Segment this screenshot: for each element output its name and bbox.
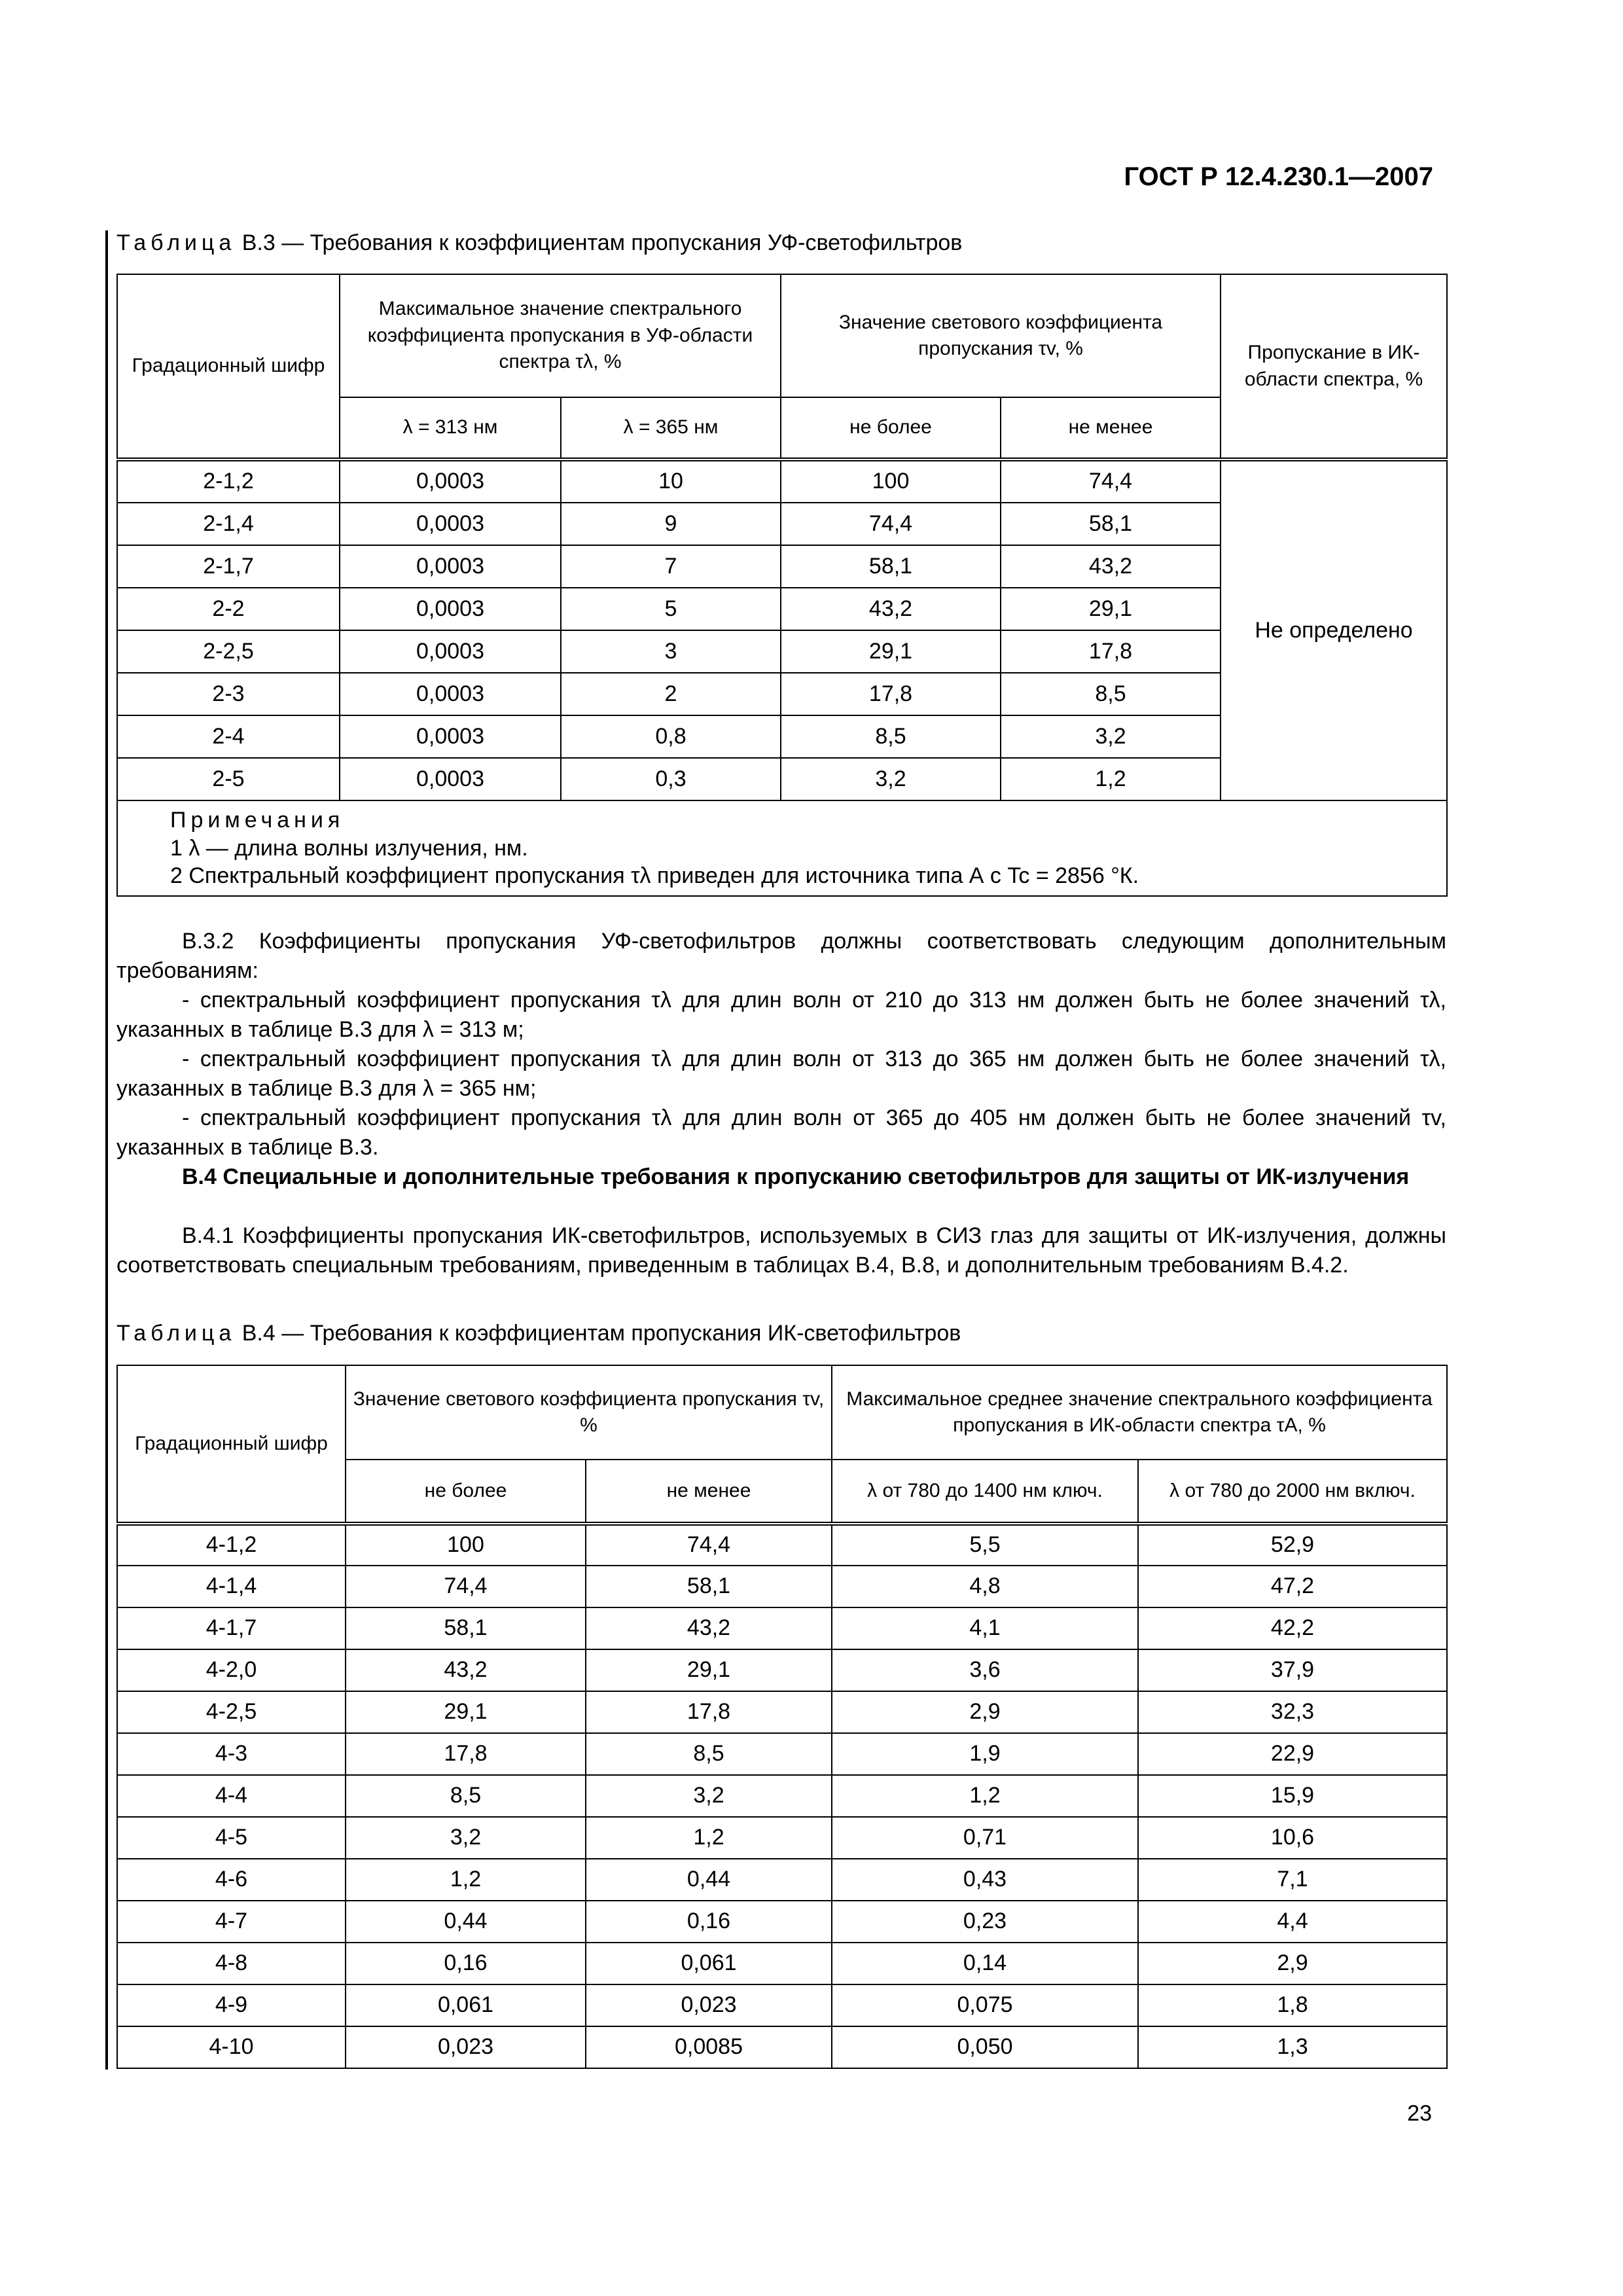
table-cell: 8,5 — [781, 715, 1001, 758]
table-cell: 3,2 — [346, 1817, 586, 1859]
table-cell: 9 — [561, 503, 781, 545]
table-cell: 32,3 — [1138, 1691, 1447, 1733]
table-row — [117, 1775, 1447, 1817]
table-cell: 15,9 — [1138, 1775, 1447, 1817]
table-cell: 0,0003 — [340, 673, 561, 715]
table-cell: 10 — [561, 459, 781, 503]
table-cell: 0,23 — [832, 1901, 1138, 1943]
table-cell: 29,1 — [781, 630, 1001, 673]
table-cell: 43,2 — [586, 1607, 832, 1649]
table-row — [117, 1607, 1447, 1649]
table-cell: 4,1 — [832, 1607, 1138, 1649]
table-cell: 4-5 — [117, 1817, 346, 1859]
table-cell: 8,5 — [1001, 673, 1221, 715]
table-cell: 2-5 — [117, 758, 340, 800]
table-cell: 0,023 — [586, 1984, 832, 2026]
table-cell: 0,050 — [832, 2026, 1138, 2068]
table-row — [117, 1817, 1447, 1859]
table-cell: 2,9 — [832, 1691, 1138, 1733]
page-number: 23 — [1407, 2101, 1432, 2126]
table-cell: 0,0003 — [340, 545, 561, 588]
table-cell: 29,1 — [586, 1649, 832, 1691]
table-cell: 17,8 — [346, 1733, 586, 1775]
document-code: ГОСТ Р 12.4.230.1—2007 — [1124, 162, 1433, 191]
table-b3-caption — [116, 230, 962, 256]
table-cell: 58,1 — [781, 545, 1001, 588]
table-cell: 74,4 — [1001, 459, 1221, 503]
table-cell: 1,2 — [346, 1859, 586, 1901]
table-cell: 4-6 — [117, 1859, 346, 1901]
table-cell: 58,1 — [346, 1607, 586, 1649]
table-cell: 7 — [561, 545, 781, 588]
table-cell: 74,4 — [586, 1524, 832, 1566]
table-cell: 43,2 — [1001, 545, 1221, 588]
table-row — [117, 1859, 1447, 1901]
table-row — [117, 1984, 1447, 2026]
table-cell: 29,1 — [346, 1691, 586, 1733]
table-cell: 2-1,2 — [117, 459, 340, 503]
table-cell: 1,2 — [832, 1775, 1138, 1817]
table-cell: 3,2 — [586, 1775, 832, 1817]
table-row — [117, 459, 1447, 503]
table-cell: 58,1 — [1001, 503, 1221, 545]
table-cell: 4,4 — [1138, 1901, 1447, 1943]
table-cell: 0,71 — [832, 1817, 1138, 1859]
table-cell: 0,075 — [832, 1984, 1138, 2026]
table-row — [117, 1566, 1447, 1607]
header-light-coef: Значение светового коэффициента пропускания τv, % — [781, 274, 1221, 397]
table-cell: 0,0003 — [340, 459, 561, 503]
notes-title: Примечания — [170, 808, 345, 833]
table-cell: 5 — [561, 588, 781, 630]
table-cell: 4-7 — [117, 1901, 346, 1943]
table-cell: 3,2 — [1001, 715, 1221, 758]
table-cell: 3 — [561, 630, 781, 673]
table-row — [117, 1733, 1447, 1775]
table-cell: 4-4 — [117, 1775, 346, 1817]
table-cell: 0,061 — [586, 1943, 832, 1984]
para-b32-item-3 — [116, 1103, 1446, 1162]
table-cell: 37,9 — [1138, 1649, 1447, 1691]
table-cell: 2 — [561, 673, 781, 715]
header-lambda-313: λ = 313 нм — [340, 397, 561, 459]
para-b32-item-2-text: - спектральный коэффициент пропускания τλ для длин волн от 313 до 365 нм должен быть не более значений τλ, указанных в таблице В.3 для λ = 365 нм; — [116, 1047, 1446, 1101]
header-not-less: не менее — [586, 1460, 832, 1524]
header-gradation: Градационный шифр — [117, 1365, 346, 1524]
table-cell: 0,16 — [586, 1901, 832, 1943]
para-b32-item-2 — [116, 1045, 1446, 1103]
header-lambda-365: λ = 365 нм — [561, 397, 781, 459]
header-gradation: Градационный шифр — [117, 274, 340, 459]
header-max-mean: Максимальное среднее значение спектрального коэффициента пропускания в ИК-области спектра τA, % — [832, 1365, 1447, 1460]
header-light-coef: Значение светового коэффициента пропускания τv, % — [346, 1365, 832, 1460]
table-cell: 0,0003 — [340, 758, 561, 800]
table-b4-caption — [116, 1321, 961, 1346]
table-cell: 3,6 — [832, 1649, 1138, 1691]
table-cell: 0,0003 — [340, 503, 561, 545]
merged-not-defined: Не определено — [1221, 459, 1447, 800]
table-cell: 1,2 — [586, 1817, 832, 1859]
table-cell: 4-3 — [117, 1733, 346, 1775]
table-cell: 2-4 — [117, 715, 340, 758]
table-row — [117, 1649, 1447, 1691]
table-b4-caption-prefix: Таблица — [116, 1321, 236, 1346]
heading-b4-text: В.4 Специальные и дополнительные требования к пропусканию светофильтров для защиты от ИК-излучения — [182, 1164, 1410, 1189]
table-cell: 4-8 — [117, 1943, 346, 1984]
table-row — [117, 1943, 1447, 1984]
table-cell: 0,8 — [561, 715, 781, 758]
header-not-more: не более — [781, 397, 1001, 459]
table-b3-caption-prefix: Таблица — [116, 230, 236, 255]
table-cell: 8,5 — [586, 1733, 832, 1775]
header-range-1400: λ от 780 до 1400 нм ключ. — [832, 1460, 1138, 1524]
table-row — [117, 1524, 1447, 1566]
table-cell: 3,2 — [781, 758, 1001, 800]
table-b4-caption-rest: В.4 — Требования к коэффициентам пропускания ИК-светофильтров — [236, 1321, 961, 1346]
para-b32-item-1 — [116, 986, 1446, 1045]
table-b3-notes — [117, 800, 1447, 896]
para-b32-item-3-text: - спектральный коэффициент пропускания τλ для длин волн от 365 до 405 нм должен быть не более значений τv, указанных в таблице В.3. — [116, 1105, 1446, 1160]
table-cell: 17,8 — [1001, 630, 1221, 673]
table-cell: 0,0003 — [340, 715, 561, 758]
header-range-2000: λ от 780 до 2000 нм включ. — [1138, 1460, 1447, 1524]
table-cell: 1,8 — [1138, 1984, 1447, 2026]
header-ir-transmission: Пропускание в ИК-области спектра, % — [1221, 274, 1447, 459]
table-cell: 4-2,5 — [117, 1691, 346, 1733]
table-cell: 0,44 — [586, 1859, 832, 1901]
table-cell: 4-1,7 — [117, 1607, 346, 1649]
table-cell: 0,44 — [346, 1901, 586, 1943]
table-cell: 1,9 — [832, 1733, 1138, 1775]
para-b41 — [116, 1221, 1446, 1280]
table-b3 — [116, 274, 1448, 897]
table-b3-caption-rest: В.3 — Требования к коэффициентам пропускания УФ-светофильтров — [236, 230, 963, 255]
change-bar — [105, 230, 108, 2070]
table-cell: 4-2,0 — [117, 1649, 346, 1691]
table-cell: 0,0003 — [340, 588, 561, 630]
table-cell: 2-2 — [117, 588, 340, 630]
table-cell: 4-1,2 — [117, 1524, 346, 1566]
note-1: 1 λ — длина волны излучения, нм. — [170, 835, 528, 861]
table-cell: 0,023 — [346, 2026, 586, 2068]
table-cell: 52,9 — [1138, 1524, 1447, 1566]
table-cell: 1,2 — [1001, 758, 1221, 800]
table-b4 — [116, 1365, 1448, 2069]
table-cell: 0,14 — [832, 1943, 1138, 1984]
table-cell: 1,3 — [1138, 2026, 1447, 2068]
note-2: 2 Спектральный коэффициент пропускания τλ приведен для источника типа А с Tc = 2856 °К. — [170, 863, 1139, 889]
para-b32-intro — [116, 927, 1446, 986]
table-cell: 0,061 — [346, 1984, 586, 2026]
table-cell: 0,0085 — [586, 2026, 832, 2068]
para-b32-item-1-text: - спектральный коэффициент пропускания τλ для длин волн от 210 до 313 нм должен быть не более значений τλ, указанных в таблице В.3 для λ = 313 м; — [116, 988, 1446, 1042]
table-cell: 4-10 — [117, 2026, 346, 2068]
table-cell: 0,3 — [561, 758, 781, 800]
table-cell: 4-9 — [117, 1984, 346, 2026]
header-not-less: не менее — [1001, 397, 1221, 459]
table-cell: 42,2 — [1138, 1607, 1447, 1649]
table-cell: 17,8 — [781, 673, 1001, 715]
table-cell: 29,1 — [1001, 588, 1221, 630]
table-row — [117, 1691, 1447, 1733]
table-cell: 22,9 — [1138, 1733, 1447, 1775]
table-cell: 43,2 — [346, 1649, 586, 1691]
table-cell: 2-1,4 — [117, 503, 340, 545]
table-cell: 4,8 — [832, 1566, 1138, 1607]
table-cell: 100 — [781, 459, 1001, 503]
table-cell: 8,5 — [346, 1775, 586, 1817]
table-cell: 0,43 — [832, 1859, 1138, 1901]
table-cell: 10,6 — [1138, 1817, 1447, 1859]
table-cell: 47,2 — [1138, 1566, 1447, 1607]
table-row — [117, 1901, 1447, 1943]
table-cell: 2-3 — [117, 673, 340, 715]
header-not-more: не более — [346, 1460, 586, 1524]
table-cell: 74,4 — [346, 1566, 586, 1607]
table-cell: 0,16 — [346, 1943, 586, 1984]
table-cell: 58,1 — [586, 1566, 832, 1607]
table-b4-body — [117, 1524, 1447, 2068]
header-max-spectral: Максимальное значение спектрального коэффициента пропускания в УФ-области спектра τλ, % — [340, 274, 781, 397]
table-row — [117, 2026, 1447, 2068]
para-b41-text: В.4.1 Коэффициенты пропускания ИК-светофильтров, используемых в СИЗ глаз для защиты от ИК-излучения, должны соответствовать специальным требованиям, приведенным в таблицах В.4, В.8, и дополнительным требованиям В.4.2. — [116, 1223, 1446, 1278]
table-cell: 2,9 — [1138, 1943, 1447, 1984]
table-cell: 74,4 — [781, 503, 1001, 545]
table-cell: 4-1,4 — [117, 1566, 346, 1607]
table-cell: 5,5 — [832, 1524, 1138, 1566]
table-cell: 100 — [346, 1524, 586, 1566]
table-cell: 2-1,7 — [117, 545, 340, 588]
para-b32-intro-text: В.3.2 Коэффициенты пропускания УФ-светофильтров должны соответствовать следующим дополнительным требованиям: — [116, 929, 1446, 983]
heading-b4 — [116, 1162, 1446, 1192]
table-cell: 43,2 — [781, 588, 1001, 630]
table-cell: 2-2,5 — [117, 630, 340, 673]
table-cell: 17,8 — [586, 1691, 832, 1733]
table-cell: 7,1 — [1138, 1859, 1447, 1901]
table-cell: 0,0003 — [340, 630, 561, 673]
